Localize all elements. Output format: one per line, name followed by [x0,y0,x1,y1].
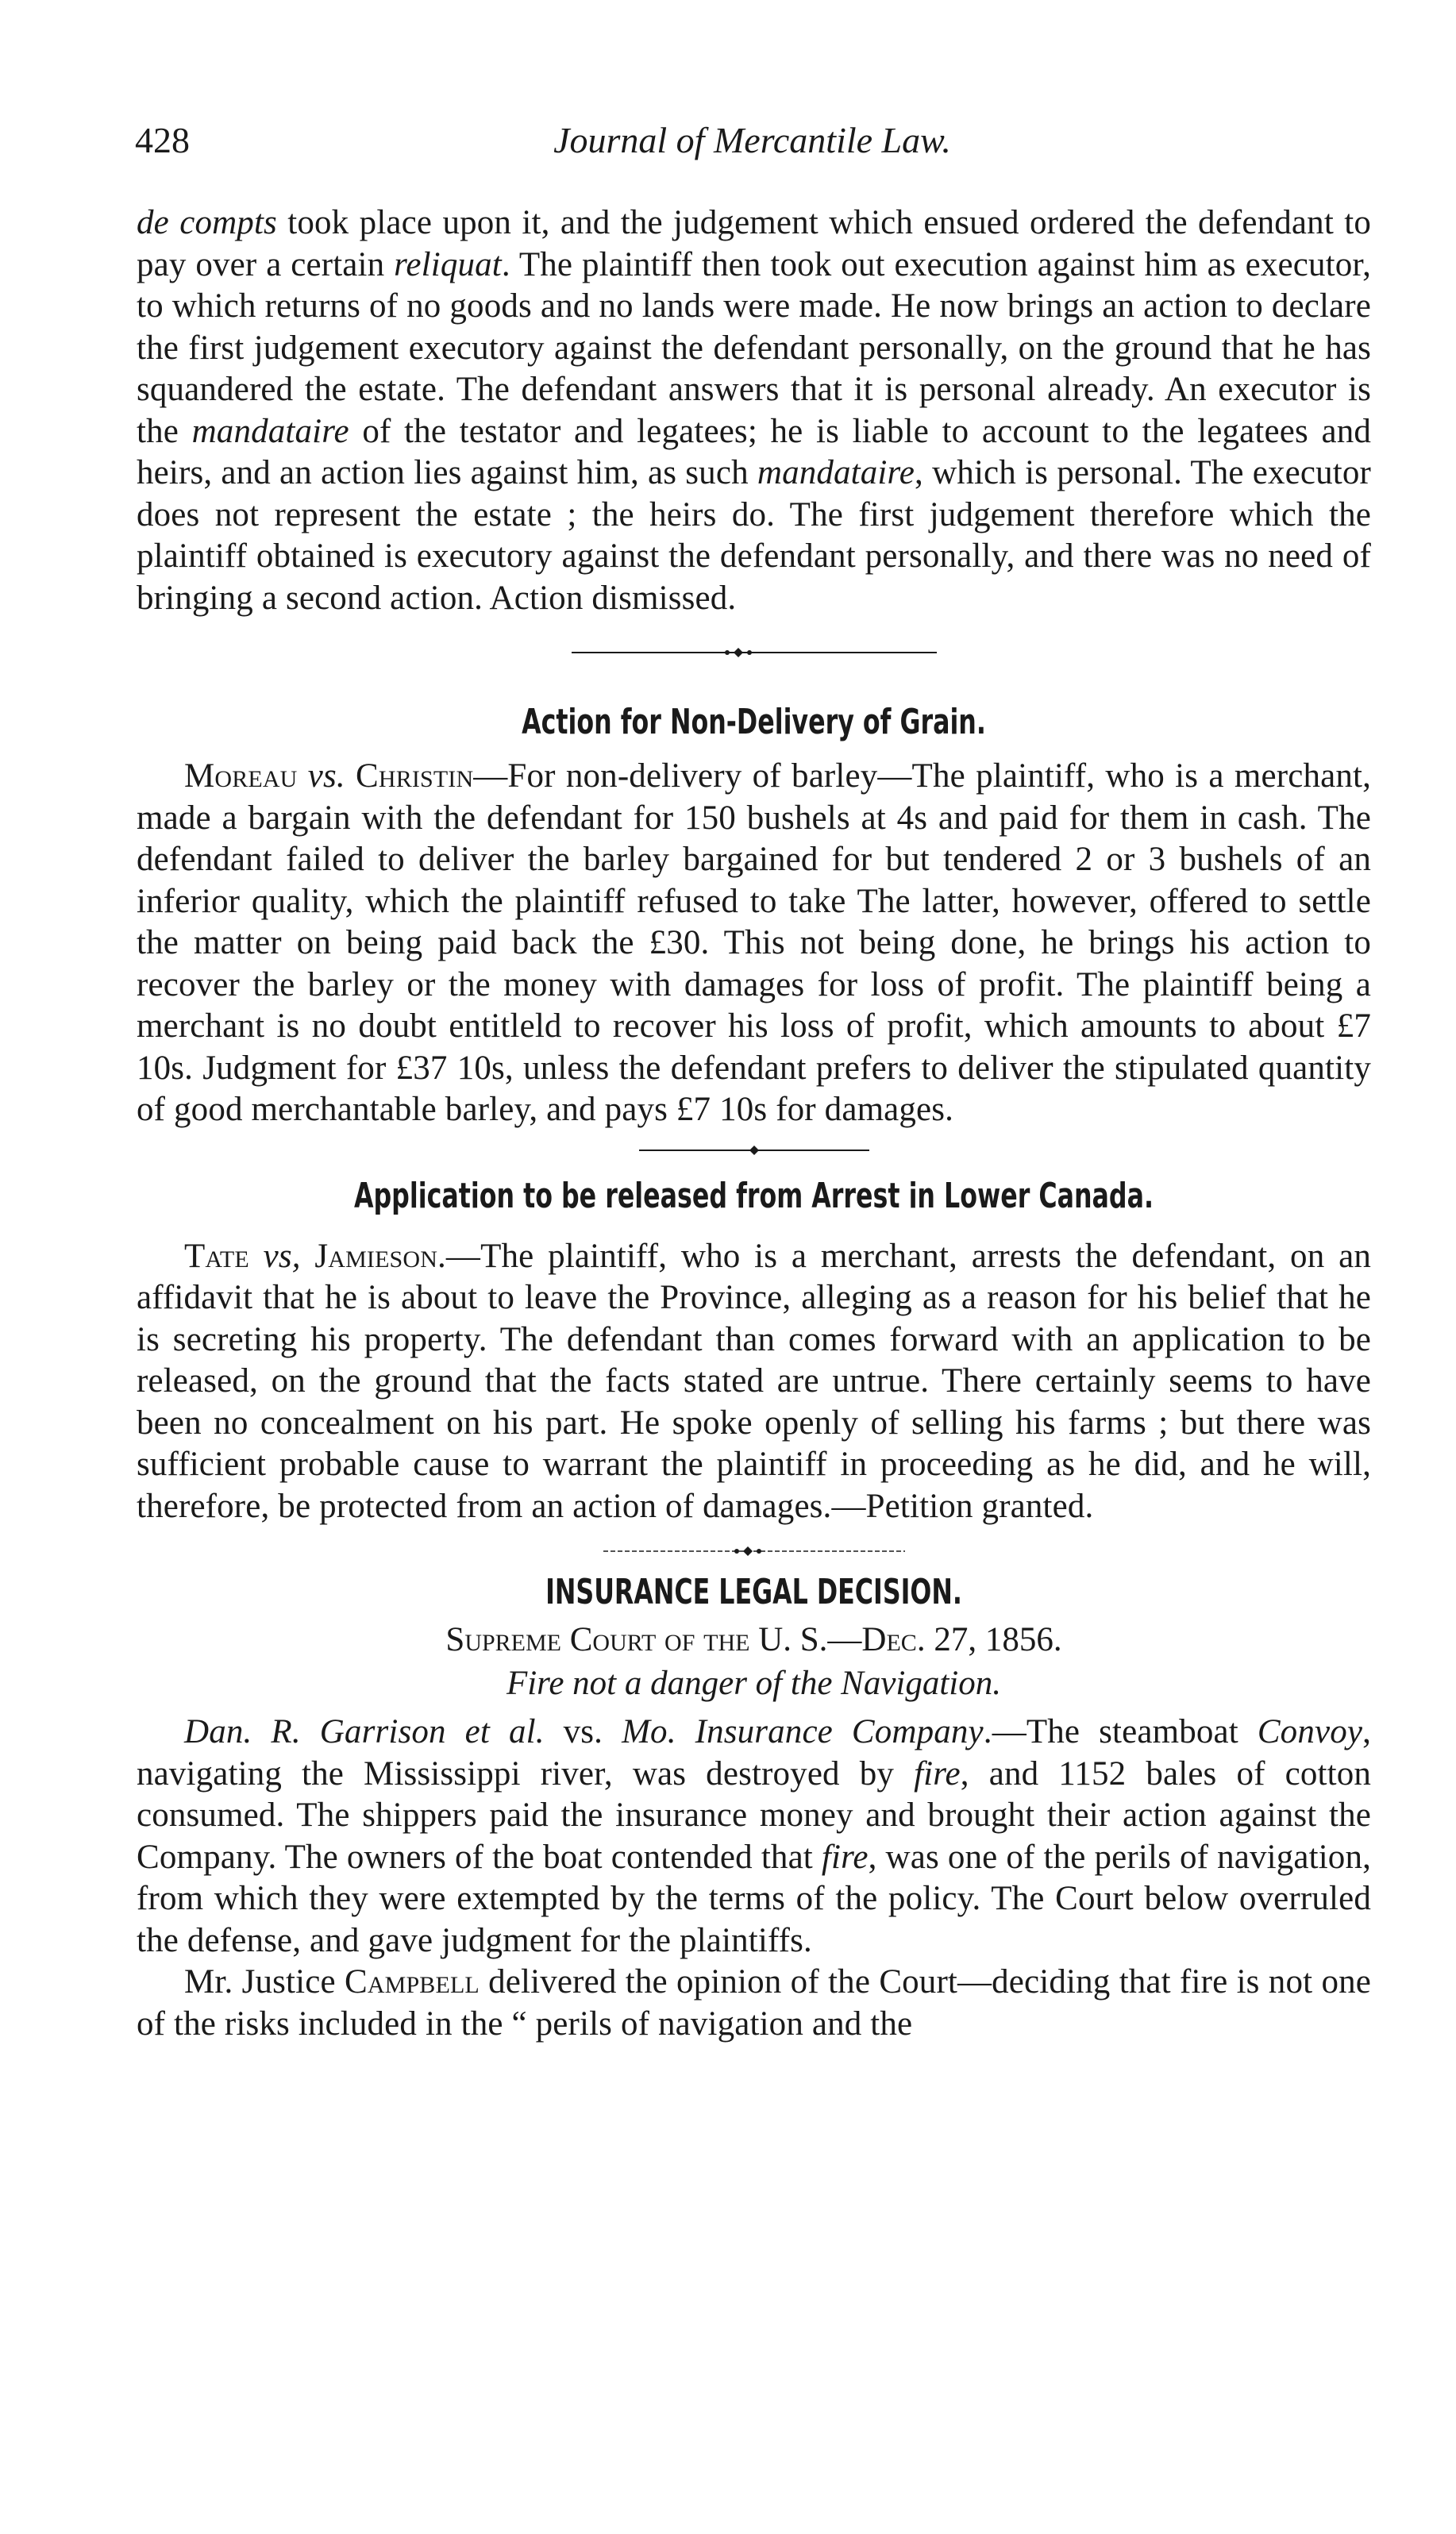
text-run: , and 1152 bales of cotton consumed. The shippers paid the insurance money and brought their action against the Company. The owners of the boat contended that [137,1754,1371,1876]
section-divider [137,646,1371,659]
section-heading: INSURANCE LEGAL DECISION. [545,1572,962,1612]
ornament-rule-icon [572,646,937,659]
party-name: Jamieson [314,1237,438,1275]
party-name: Dan. R. Garrison et al. [184,1713,545,1750]
section-divider [137,1144,1371,1157]
case-paragraph [137,1712,1371,1962]
text-run: , was one of the perils of navigation, from which they were extempted by the terms of the policy. The Court below overruled the defense, and gave judgment for the plaintiffs. [137,1838,1371,1959]
case-paragraph [137,756,1371,1131]
opinion-paragraph [137,1962,1371,2045]
text-run: . The plaintiff then took out execution against him as executor, to which returns of no goods and no lands were made. He now brings an action to declare the first judgement executory against the defendant personally, on the ground that he has squandered the estate. The defendant answers that it is personal already. An executor is the [137,245,1371,450]
text-run: , navigating the Mississippi river, was destroyed by [137,1713,1372,1793]
running-title: Journal of Mercantile Law. [553,120,951,160]
italic-term: mandataire [757,454,915,491]
party-name: Moreau [184,757,298,795]
italic-term: fire [821,1838,869,1876]
case-subheading: Fire not a danger of the Navigation. [506,1665,1002,1702]
italic-term: de compts [137,204,277,241]
versus-text: vs. [297,757,356,795]
ornament-rule-icon [639,1144,869,1157]
page-number: 428 [135,120,190,160]
text-run: delivered the opinion of the Court—deciding that fire is not one of the risks included in the “ perils of navigation and the [137,1963,1372,2043]
party-name: Tate [184,1237,249,1275]
ornament-rule-icon [603,1545,905,1558]
continuation-paragraph [137,202,1371,619]
versus-text: vs. [544,1713,622,1750]
text-run: Mr. Justice [184,1963,345,2001]
italic-term: fire [914,1754,961,1793]
text-run: of the testator and legatees; he is liable to account to the legatees and heirs, and an action lies against him, as such [137,412,1371,491]
party-name: Christin [356,757,474,795]
case-paragraph [137,1236,1371,1528]
text-run: —For non-delivery of barley—The plaintiff, who is a merchant, made a bargain with the defendant for 150 bushels at 4s and paid for them in cash. The defendant failed to deliver the barley bargained for but tendered 2 or 3 bushels of an inferior quality, which the plaintiff refused to take The latter, however, offered to settle the matter on being paid back the £30. This not being done, he brings his action to recover the barley or the money with damages for loss of profit. The plaintiff being a merchant is no doubt entitleld to recover his loss of profit, which amounts to about £7 10s. Judgment for £37 10s, unless the defendant prefers to deliver the stipulated quantity of good merchantable barley, and pays £7 10s for damages. [137,757,1371,1128]
italic-term: reliquat [394,245,502,283]
text-run: .—The steamboat [983,1713,1258,1750]
vessel-name: Convoy [1257,1713,1363,1750]
section-heading: Application to be released from Arrest in Lower Canada. [353,1175,1154,1216]
justice-name: Campbell [345,1963,480,2001]
text-run: , which is personal. The executor does not represent the estate ; the heirs do. The first judgement therefore which the plaintiff obtained is executory against the defendant personally, and there was no need of bringing a second action. Action dismissed. [137,454,1372,617]
party-name: Mo. Insurance Company [622,1713,984,1750]
court-line: Supreme Court of the U. S.—Dec. 27, 1856. [445,1621,1062,1658]
text-run: .—The plaintiff, who is a merchant, arrests the defendant, on an affidavit that he is about to leave the Province, alleging as a reason for his belief that he is secreting his property. The defendant than comes forward with an application to be released, on the ground that the facts stated are untrue. There certainly seems to have been no concealment on his part. He spoke openly of selling his farms ; but there was sufficient probable cause to warrant the plaintiff in proceeding as he did, and he will, therefore, be protected from an action of damages.—Petition granted. [137,1237,1371,1525]
italic-term: mandataire [191,412,349,450]
page-header [135,119,1369,175]
text-run: took place upon it, and the judgement which ensued ordered the defendant to pay over a certain [137,204,1371,283]
page-body [137,202,1371,2045]
versus-text: vs, [248,1237,315,1275]
section-divider [137,1545,1371,1558]
section-heading: Action for Non-Delivery of Grain. [522,702,986,742]
